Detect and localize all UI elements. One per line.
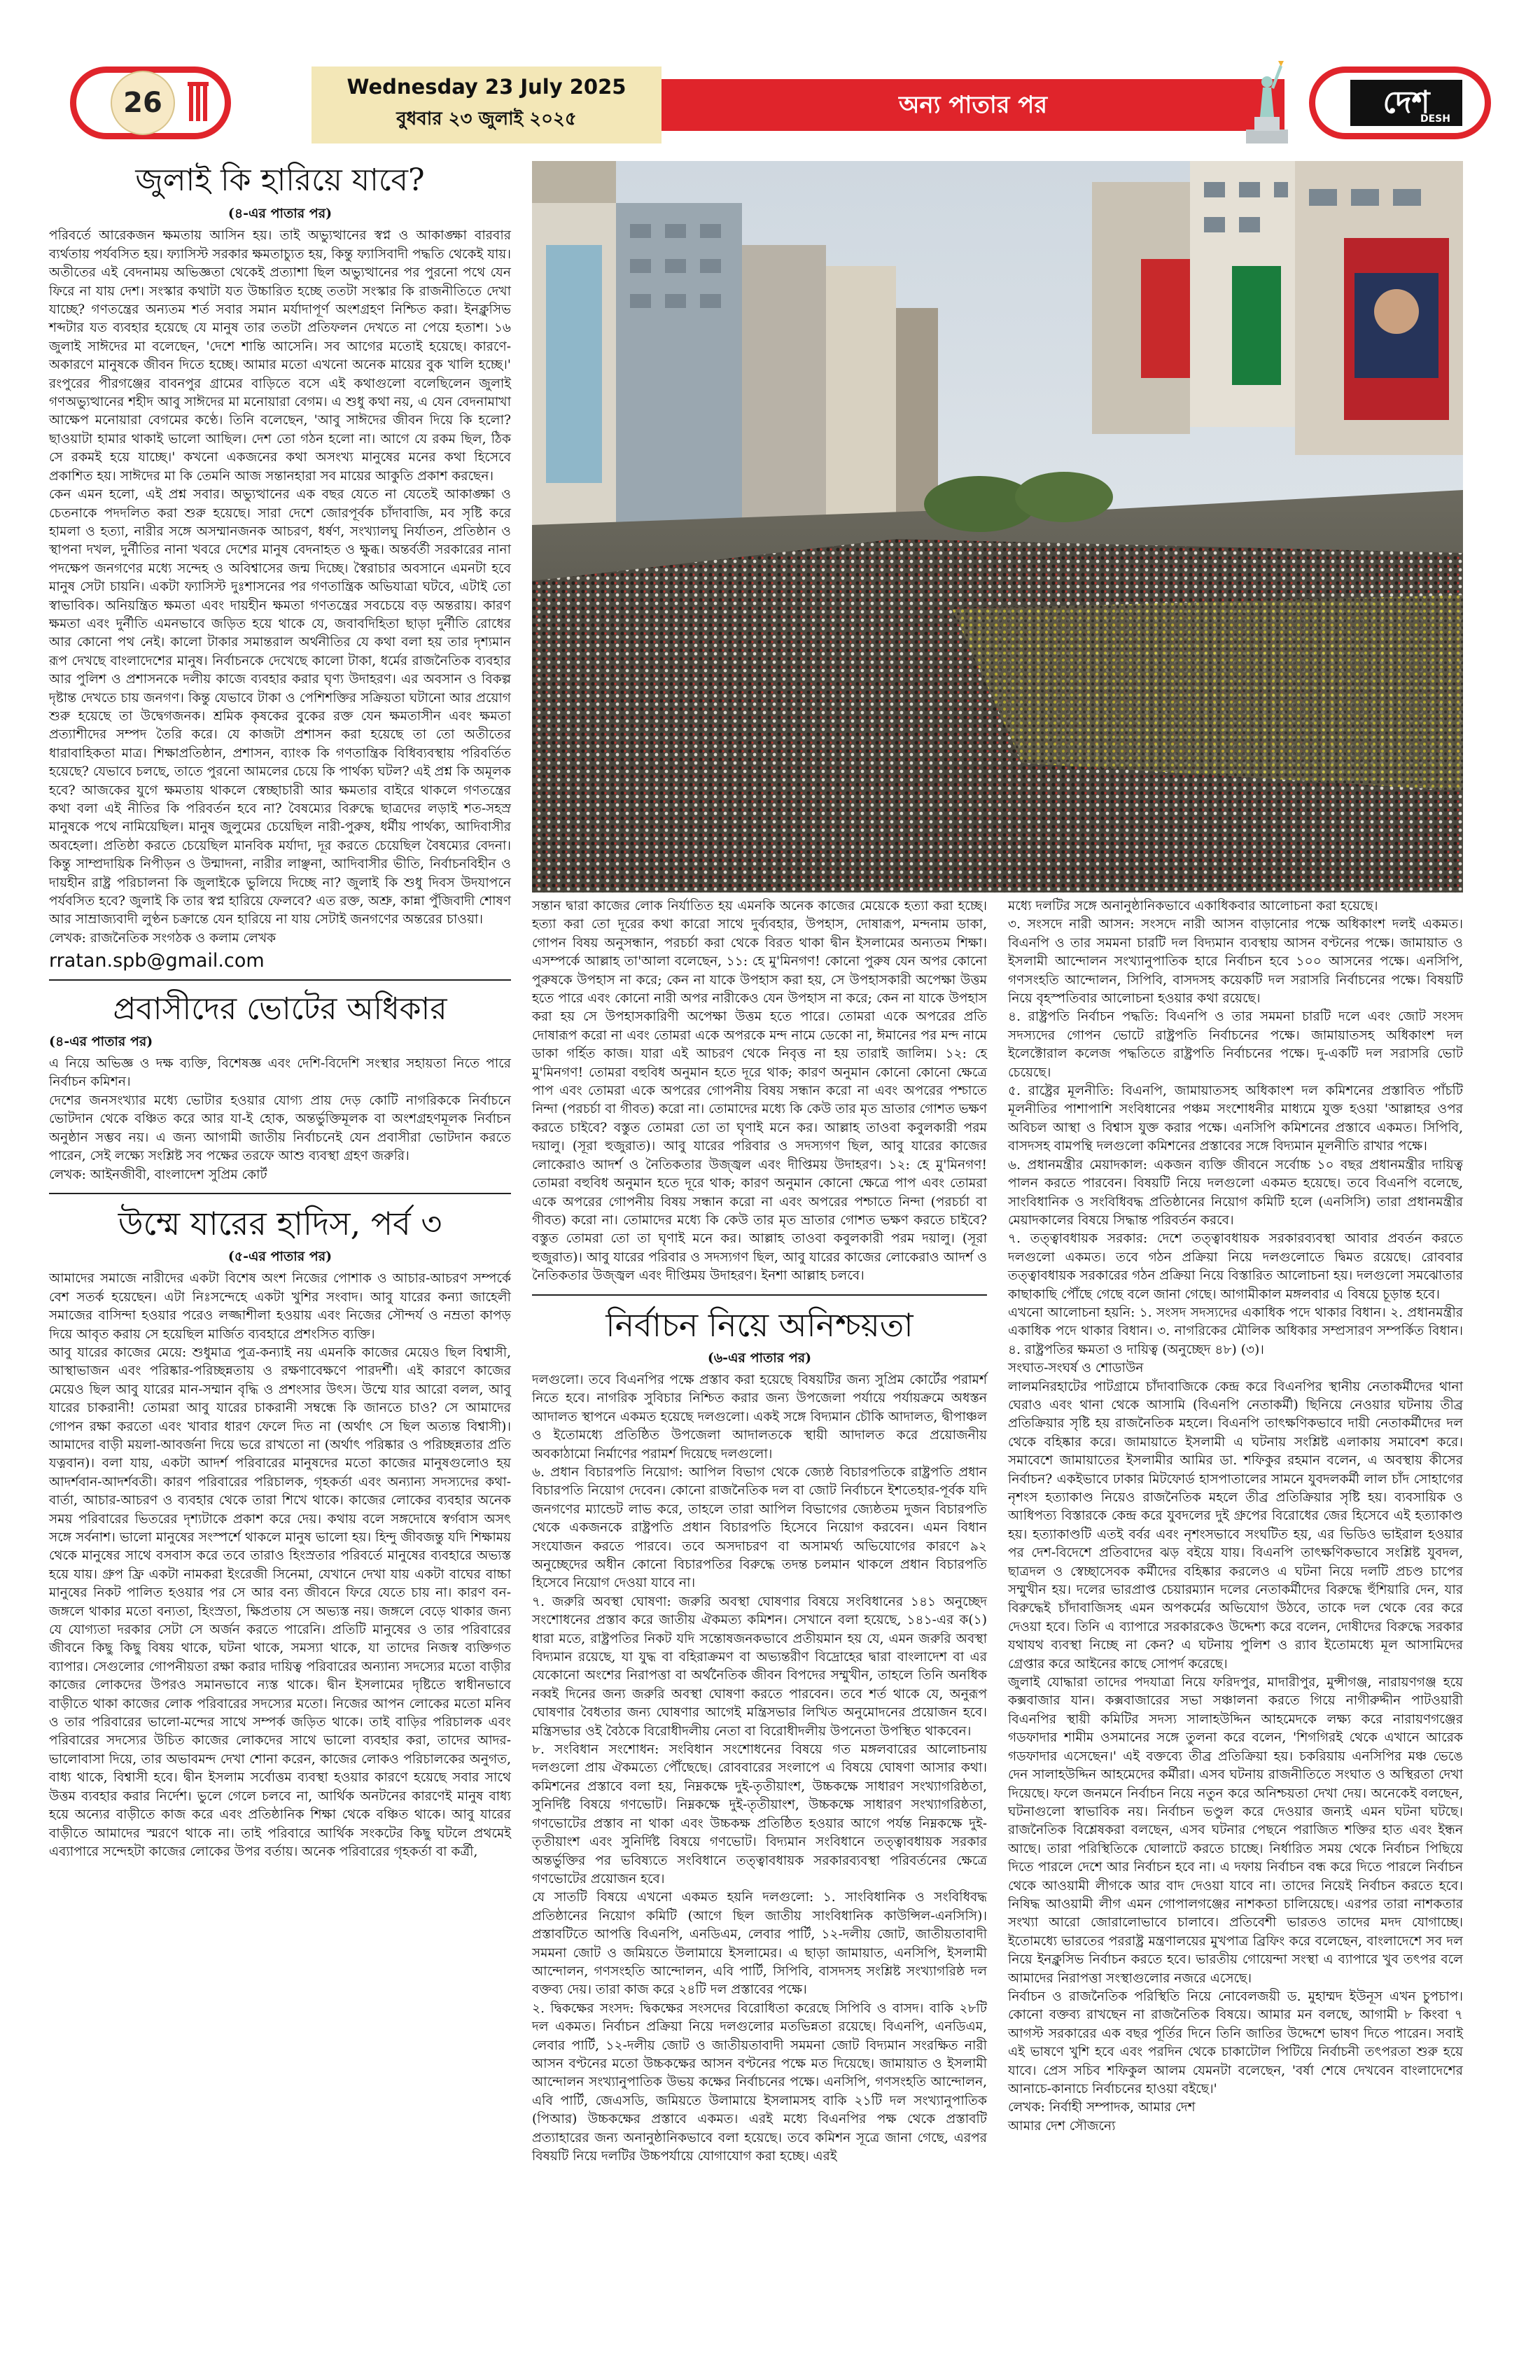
article-title-july: জুলাই কি হারিয়ে যাবে? — [135, 162, 425, 198]
divider — [49, 1193, 511, 1194]
desh-logo — [1309, 66, 1491, 139]
article-body-hadith-continued: সন্তান দ্বারা কাজের লোক নির্যাতিত হয় এমনকি অনেক কাজের মেয়েকে হত্যা করা হচ্ছে। হত্যা করা তো দূরের কথা কারো সাথে দুর্ব্যবহার, উপহাস, দোষারূপ, মন্দনাম ডাকা, গোপন বিষয় অনুসন্ধান, পরচর্চা করা থেকে বিরত থাকা দ্বীন ইসলামের অন্যতম শিক্ষা। এসম্পর্কে আল্লাহ তা'আলা বলেছেন, ১১: হে মু'মিনগণ! কোনো পুরুষ যেন অপর কোনো পুরুষকে উপহাস না করে; কেন না যাকে উপহাস করা হয়, সে উপহাসকারী অপেক্ষা উত্তম হতে পারে এবং কোনো নারী অপর নারীকেও যেন উপহাস না করে; কেন না যাকে উপহাস করা হয় সে উপহাসকারিণী অপেক্ষা উত্তম হতে পারে। তোমরা একে অপরের প্রতি দোষারূপ করো না এবং তোমরা একে অপরকে মন্দ নামে ডেকো না, ঈমানের পর মন্দ নামে ডাকা গর্হিত কাজ। যারা এই আচরণ থেকে নিবৃত্ত না হয় তারাই জালিম। ১২: হে মু'মিনগণ! তোমরা বহুবিধ অনুমান হতে দূরে থাক; কারণ অনুমান কোনো কোনো ক্ষেত্রে পাপ এবং তোমরা একে অপরের গোপনীয় বিষয় সন্ধান করো না এবং অপরের পশ্চাতে নিন্দা (পরচর্চা বা গীবত) করো না। তোমাদের মধ্যে কি কেউ তার মৃত ভ্রাতার গোশত ভক্ষণ করতে চাইবে? বস্তুত তোমরা তো তা ঘৃণাই মনে কর। আল্লাহ তাওবা কবুলকারী পরম দয়ালু। (সূরা হুজুরাত)। আবু যারের পরিবার ও সদস্যগণ ছিল, আবু যারের কাজের লোকেরাও আদর্শ ও নৈতিকতার উজ্জ্বল এবং দীপ্তিময় উদাহরণ। ১২: হে মু'মিনগণ! তোমরা বহুবিধ অনুমান হতে দূরে থাক; কারণ অনুমান কোনো ক্ষেত্রে পাপ এবং তোমরা একে অপরের গোপনীয় বিষয় সন্ধান করো না এবং অপরের পশ্চাতে নিন্দা (পরচর্চা বা গীবত) করো না। তোমাদের মধ্যে কি কেউ তার মৃত ভ্রাতার গোশত ভক্ষণ করতে চাইবে? বস্তুত তোমরা তো তা ঘৃণাই মনে কর। আল্লাহ তাওবা কবুলকারী পরম দয়ালু। (সূরা হুজুরাত)। আবু যারের পরিবার ও সদস্যগণ ছিল, আবু যারের কাজের লোকেরাও আদর্শ ও নৈতিকতার উজ্জ্বল এবং দীপ্তিময় উদাহরণ। ইনশা আল্লাহ চলবে। — [532, 899, 987, 1284]
date-bangla: বুধবার ২৩ জুলাই ২০২৫ — [396, 108, 577, 130]
article-title-election-uncertainty: নির্বাচন নিয়ে অনিশ্চয়তা — [606, 1306, 913, 1344]
newspaper-icon — [188, 82, 209, 124]
courtesy-line: আমার দেশ সৌজন্যে — [1008, 2118, 1116, 2134]
article-body-hadith: আমাদের সমাজে নারীদের একটা বিশেষ অংশ নিজের পোশাক ও আচার-আচরণ সম্পর্কে বেশ সতর্ক হয়েছেন। এটা নিঃসন্দেহে একটা খুশির সংবাদ। আবু যারের কন্যা জাহেলী সমাজের বাসিন্দা হওয়ার পরেও লজ্জাশীলা হওয়ায় এবং নিজের সৌন্দর্য ও নম্রতা কাপড় দিয়ে আবৃত করায় সে হয়েছিল মার্জিত ব্যবহারে প্রশংসিত ব্যক্তি। আবু যারের কাজের মেয়ে: শুধুমাত্র পুত্র-কন্যাই নয় এমনকি কাজের মেয়েও ছিল বিশ্বাসী, আস্থাভাজন এবং পরিষ্কার-পরিচ্ছন্নতায় ও রক্ষণাবেক্ষণে পারদর্শী। এই কারণে কাজের মেয়েও ছিল আবু যারের মান-সম্মান বৃদ্ধি ও প্রশংসার উৎস। উম্মে যার আরো বলল, আবু যারের চাকরানী! তোমরা আবু যারের চাকরানী সম্বন্ধে কি জানতে চাও? সে আমাদের গোপন রক্ষা করতো এবং খাবার ধারণ ফেলে দিত না (অর্থাৎ সে ছিল অত্যন্ত বিশ্বাসী)। আমাদের বাড়ী ময়লা-আবর্জনা দিয়ে ভরে রাখতো না (অর্থাৎ পরিষ্কার ও পরিচ্ছন্নতার প্রতি যত্নবান)। বলা যায়, একটা আদর্শ পরিবারের মানুষদের মতো কাজের মানুষগুলোও হয় আদর্শবান-আদর্শবতী। কারণ পরিবারের পরিচালক, গৃহকর্তা এবং অন্যান্য সদস্যদের কথা-বার্তা, আচার-আচরণ ও ব্যবহার থেকে তারা শিখে থাকে। কাজের লোকের ব্যবহার অনেক সময় পরিবারের ভিতরের দৃশ্যটাকে প্রকাশ করে দেয়। কথায় বলে সঙ্গদোষে স্বর্গবাস অসৎ সঙ্গে সর্বনাশ। ভালো মানুষের সংস্পর্শে থাকলে মানুষ ভালো হয়। হিন্দু জীবজন্তু যদি শিক্ষাময় থেকে মানুষের সাথে বসবাস করে তবে তারাও হিংস্রতার পরিবর্তে মানুষের ব্যবহারে অভ্যস্ত হয়ে যায়। গ্রুপ ফ্রি একটা নামকরা ইংরেজী সিনেমা, যেখানে দেখা যায় একটা বাঘের বাচ্চা মানুষের নিকট পালিত হওয়ার পর সে আর বন্য জীবনে ফিরে যেতে চায় না। কারণ বন-জঙ্গলে থাকার মতো বন্যতা, হিংস্রতা, ক্ষিপ্রতায় সে অভ্যস্ত নয়। জঙ্গলে বেড়ে থাকার জন্য যে যোগ্যতা দরকার সেটা সে অর্জন করতে পারেনি। প্রতিটি মানুষের ও তার পরিবারের জীবনে কিছু কিছু বিষয় থাকে, ঘটনা থাকে, সমস্যা থাকে, যা তাদের নিজস্ব ব্যক্তিগত ব্যাপার। সেগুলোর গোপনীয়তা রক্ষা করার দায়িত্ব পরিবারের অন্যান্য সদস্যের মতো বাড়ীর কাজের লোকদের উপরও সমানভাবে ন্যস্ত থাকে। দ্বীন ইসলামের দৃষ্টিতে স্বাধীনভাবে বাড়ীতে থাকা কাজের লোক পরিবারের সদস্যের মতো। নিজের আপন লোকের মতো মনিব ও তার পরিবারের ভালো-মন্দের সাথে সম্পর্ক জড়িত থাকে। তাই বাড়ির পরিচালক এবং পরিবারের সদস্যের উচিত কাজের লোকদের সাথে ভালো ব্যবহার করা, তাদের আদর-ভালোবাসা দিয়ে, তার অভাবমন্দ দেখা শোনা করেন, কাজের লোকও পরিচালকের অনুগত, বাধ্য থাকে, বিশ্বাসী হবে। দ্বীন ইসলাম সর্বোত্তম ব্যবস্থা হওয়ার কারণে হয়েছে সবার সাথে উত্তম ব্যবহার করার নির্দেশ। ভুলে গেলে চলবে না, আর্থিক অনটনের কারণেই মানুষ বাধ্য হয়ে অন্যের বাড়ীতে কাজ করে এবং প্রতিষ্ঠানিক শিক্ষা থেকে বঞ্চিত থাকে। আবু যারের বাড়ীতে আমাদের স্মরণে থাকে না। তাই পরিবারে আর্থিক সংকটের কিছু ঘটলে প্রথমেই এব্যাপারে সন্দেহটা কাজের লোকের উপর বর্তায়। অনেক পরিবারের গৃহকর্তা বা কর্ত্রী, — [49, 1271, 511, 1859]
middle-column — [532, 897, 987, 2166]
right-column — [1008, 897, 1463, 2136]
page-number: 26 — [111, 71, 175, 135]
continuation-note: (৫-এর পাতার পর) — [227, 1248, 332, 1264]
article-title-hadith: উম্মে যারের হাদিস, পর্ব ৩ — [118, 1204, 442, 1242]
continuation-note: (৬-এর পাতার পর) — [707, 1350, 812, 1366]
divider — [532, 1294, 987, 1296]
logo-subtext: DESH — [1420, 113, 1450, 125]
author-line: লেখক: আইনজীবী, বাংলাদেশ সুপ্রিম কোর্ট — [49, 1167, 267, 1182]
header-date-box — [312, 66, 662, 144]
left-column — [49, 160, 511, 1861]
article-body-expat-vote: এ নিয়ে অভিজ্ঞ ও দক্ষ ব্যক্তি, বিশেষজ্ঞ এবং দেশি-বিদেশি সংস্থার সহায়তা নিতে পারে নির্বাচন কমিশন। দেশের জনসংখ্যার মধ্যে ভোটার হওয়ার যোগ্য প্রায় দেড় কোটি নাগরিককে নির্বাচনে ভোটদান থেকে বঞ্চিত করে আর যা-ই হোক, অন্তর্ভুক্তিমূলক বা অংশগ্রহণমূলক নির্বাচন অনুষ্ঠান সম্ভব নয়। এ জন্য আগামী জাতীয় নির্বাচনেই যেন প্রবাসীরা ভোটদান করতে পারেন, সেই লক্ষ্যে সংশ্লিষ্ট সব পক্ষের তরফে আশু ব্যবস্থা গ্রহণ জরুরি। — [49, 1056, 511, 1164]
statue-of-liberty-icon — [1239, 59, 1295, 144]
continuation-note: (৪-এর পাতার পর) — [49, 1033, 153, 1049]
crowd-rally-photo — [532, 161, 1463, 892]
logo-text: দেশ — [1350, 80, 1462, 126]
page-number-badge — [70, 66, 231, 139]
article-title-expat-vote: প্রবাসীদের ভোটের অধিকার — [113, 990, 447, 1027]
date-english: Wednesday 23 July 2025 — [346, 75, 626, 99]
article-body-election-continued: মধ্যে দলটির সঙ্গে অনানুষ্ঠানিকভাবে একাধিকবার আলোচনা করা হয়েছে। ৩. সংসদে নারী আসন: সংসদে নারী আসন বাড়ানোর পক্ষে অধিকাংশ দলই একমত। বিএনপি ও তার সমমনা চারটি দল বিদ্যমান ব্যবস্থায় আসন বণ্টনের পক্ষে। জামায়াত ও ইসলামী আন্দোলন সংখ্যানুপাতিক হারে নির্বাচন হবে ১০০ আসনের পক্ষে। এনসিপি, গণসংহতি আন্দোলন, সিপিবি, বাসদসহ কয়েকটি দল সরাসরি নির্বাচনের পক্ষে। বিষয়টি নিয়ে বৃহস্পতিবার আলোচনা হওয়ার কথা রয়েছে। ৪. রাষ্ট্রপতি নির্বাচন পদ্ধতি: বিএনপি ও তার সমমনা চারটি দলে এবং জোট সংসদ সদস্যদের গোপন ভোটে রাষ্ট্রপতি নির্বাচনের পক্ষে। জামায়াতসহ অধিকাংশ দল ইলেক্টোরাল কলেজ পদ্ধতিতে রাষ্ট্রপতি নির্বাচনের পক্ষে। দু-একটি দল সরাসরি ভোট চেয়েছে। ৫. রাষ্ট্রের মূলনীতি: বিএনপি, জামায়াতসহ অধিকাংশ দল কমিশনের প্রস্তাবিত পাঁচটি মূলনীতির পাশাপাশি সংবিধানের পঞ্চম সংশোধনীর মাধ্যমে যুক্ত হওয়া 'আল্লাহর ওপর অবিচল আস্থা ও বিশ্বাস যুক্ত করার পক্ষে। এনসিপি কমিশনের প্রস্তাবে একমত। সিপিবি, বাসদসহ বামপন্থি দলগুলো কমিশনের প্রস্তাবের সঙ্গে বিদ্যমান মূলনীতি রাখার পক্ষে। ৬. প্রধানমন্ত্রীর মেয়াদকাল: একজন ব্যক্তি জীবনে সর্বোচ্চ ১০ বছর প্রধানমন্ত্রীর দায়িত্ব পালন করতে পারবেন। বিষয়টি নিয়ে দলগুলো একমত হয়েছে। তবে বিএনপি বলেছে, সাংবিধানিক ও সংবিধিবদ্ধ প্রতিষ্ঠানের নিয়োগ কমিটি হলে (এনসিসি) তারা প্রধানমন্ত্রীর মেয়াদকালের বিষয়ে সিদ্ধান্ত পরিবর্তন করবে। ৭. তত্ত্বাবধায়ক সরকার: দেশে তত্ত্বাবধায়ক সরকারব্যবস্থা আবার প্রবর্তন করতে দলগুলো একমত। তবে গঠন প্রক্রিয়া নিয়ে দলগুলোতে দ্বিমত রয়েছে। রোববার তত্ত্বাবধায়ক সরকারের গঠন প্রক্রিয়া নিয়ে বিস্তারিত আলোচনা হয়। দলগুলো সমঝোতার কাছাকাছি পৌঁছে গেছে বলে জানা গেছে। আগামীকাল মঙ্গলবার এ বিষয়ে চূড়ান্ত হবে। এখনো আলোচনা হয়নি: ১. সংসদ সদস্যদের একাধিক পদে থাকার বিধান। ২. প্রধানমন্ত্রীর একাধিক পদে থাকার বিধান। ৩. নাগরিকের মৌলিক অধিকার সম্প্রসারণ সম্পর্কিত বিধান। ৪. রাষ্ট্রপতির ক্ষমতা ও দায়িত্ব (অনুচ্ছেদ ৪৮) (৩)। সংঘাত-সংঘর্ষ ও শোডাউন লালমনিরহাটের পাটগ্রামে চাঁদাবাজিকে কেন্দ্র করে বিএনপির স্থানীয় নেতাকর্মীদের থানা ঘেরাও এবং থানা থেকে আসামি (বিএনপি নেতাকর্মী) ছিনিয়ে নেওয়ার ঘটনায় তীব্র প্রতিক্রিয়ার সৃষ্টি হয় রাজনৈতিক মহলে। বিএনপি তাৎক্ষণিকভাবে দায়ী নেতাকর্মীদের দল থেকে বহিষ্কার করে। জামায়াতে ইসলামী এ ঘটনায় সংশ্লিষ্ট এলাকায় সমাবেশ করে। সমাবেশে জামায়াতের ইসলামীর আমির ডা. শফিকুর রহমান বলেন, এ অবস্থায় কীসের নির্বাচন? একইভাবে ঢাকার মিটফোর্ড হাসপাতালের সামনে যুবদলকর্মী লাল চাঁদ সোহাগের নৃশংস হত্যাকাণ্ড নিয়েও রাজনৈতিক মহলে তীব্র প্রতিক্রিয়ার সৃষ্টি হয়। ব্যবসায়িক ও আধিপত্য বিস্তারকে কেন্দ্র করে যুবদলের দুই গ্রুপের বিরোধের জের হিসেবে এই হত্যাকাণ্ড হয়। হত্যাকাণ্ডটি এতই বর্বর এবং নৃশংসভাবে সংঘটিত হয়, এর ভিডিও ভাইরাল হওয়ার পর দেশ-বিদেশে প্রতিবাদের ঝড় বইয়ে যায়। বিএনপি তাৎক্ষণিকভাবে সংশ্লিষ্ট যুবদল, ছাত্রদল ও স্বেচ্ছাসেবক কর্মীদের বহিষ্কার করলেও এ ঘটনা নিয়ে দলটি প্রচণ্ড চাপের সম্মুখীন হয়। দলের ভারপ্রাপ্ত চেয়ারম্যান দলের নেতাকর্মীদের বিরুদ্ধে হুঁশিয়ারি দেন, যার বিরুদ্ধেই চাঁদাবাজিসহ এমন অপকর্মের অভিযোগ উঠবে, তাকে দল থেকে বের করে দেওয়া হবে। তিনি এ ব্যাপারে সরকারকেও উদ্দেশ্য করে বলেন, দোষীদের বিরুদ্ধে সরকার যথাযথ ব্যবস্থা নিচ্ছে না কেন? এ ঘটনায় পুলিশ ও র‍্যাব ইতোমধ্যে মূল আসামিদের গ্রেপ্তার করে আইনের কাছে সোপর্দ করেছে। জুলাই যোদ্ধারা তাদের পদযাত্রা নিয়ে ফরিদপুর, মাদারীপুর, মুন্সীগঞ্জ, নারায়ণগঞ্জ হয়ে কক্সবাজার যান। কক্সবাজারের সভা সঞ্চালনা করতে গিয়ে নাগীরুদ্দীন পাটওয়ারী বিএনপির স্থায়ী কমিটির সদস্য সালাহউদ্দিন আহমেদকে লক্ষ্য করে নারায়ণগঞ্জের গডফাদার শামীম ওসমানের সঙ্গে তুলনা করে বলেন, 'শিগগিরই থেকে এখানে আরেক গডফাদার এসেছেন।' এই বক্তব্যে তীব্র প্রতিক্রিয়া হয়। চকরিয়ায় এনসিপির মঞ্চ ভেঙে দেন সালাহউদ্দিন আহমেদের কর্মীরা। এসব ঘটনায় রাজনীতিতে সংঘাত ও অস্থিরতা দেখা দিয়েছে। ফলে জনমনে নির্বাচন নিয়ে নতুন করে অনিশ্চয়তা দেখা দেয়। অনেকেই বলছেন, ঘটনাগুলো স্বাভাবিক নয়। নির্বাচন ভণ্ডুল করে দেওয়ার জন্যই এমন ঘটনা ঘটছে। রাজনৈতিক বিশ্লেষকরা বলছেন, এসব ঘটনার পেছনে পরাজিত শক্তির হাত এবং ইন্ধন আছে। তারা পরিস্থিতিকে ঘোলাটে করতে চাচ্ছে। নির্ধারিত সময় থেকে নির্বাচন পিছিয়ে দিতে পারলে দেশে আর নির্বাচন হবে না। এ দফায় নির্বাচন বন্ধ করে দিতে পারলে নির্বাচন থেকে আওয়ামী লীগকে আর বাদ দেওয়া যাবে না। তাদের নিয়েই নির্বাচন করতে হবে। নিষিদ্ধ আওয়ামী লীগ এমন গোপালগঞ্জের নাশকতা চালিয়েছে। এরপর তারা নাশকতার সংখ্যা আরো জোরালোভাবে চালাবে। প্রতিবেশী ভারতও তাদের মদদ যোগাচ্ছে। ইতোমধ্যে ভারতের পররাষ্ট্র মন্ত্রণালয়ের মুখপাত্র ব্রিফিং করে বলেছেন, বাংলাদেশে সব দল নিয়ে ইনক্লুসিভ নির্বাচন করতে হবে। ভারতীয় গোয়েন্দা সংস্থা এ ব্যাপারে খুব তৎপর বলে আমাদের নিরাপত্তা সংস্থাগুলোর নজরে এসেছে। নির্বাচন ও রাজনৈতিক পরিস্থিতি নিয়ে নোবেলজয়ী ড. মুহাম্মদ ইউনূস এখন চুপচাপ। কোনো বক্তব্য রাখছেন না রাজনৈতিক বিষয়ে। আমার মন বলছে, আগামী ৮ কিংবা ৭ আগস্ট সরকারের এক বছর পূর্তির দিনে তিনি জাতির উদ্দেশে ভাষণ দিতে পারেন। সবাই এই ভাষণে খুশি হবে এবং পরদিন থেকে চাকাটোল পিটিয়ে নির্বাচনী তৎপরতা শুরু হয়ে যাবে। প্রেস সচিব শফিকুল আলম যেমনটা বলেছেন, 'বর্ষা শেষে দেখবেন বাংলাদেশের আনাচে-কানাচে নির্বাচনের হাওয়া বইছে।' — [1008, 899, 1464, 2096]
article-body-july: পরিবর্তে আরেকজন ক্ষমতায় আসিন হয়। তাই অভ্যুত্থানের স্বপ্ন ও আকাঙ্ক্ষা বারবার ব্যর্থতায় পর্যবসিত হয়। ফ্যাসিস্ট সরকার ক্ষমতাচ্যুত হয়, কিন্তু ফ্যাসিবাদী পদ্ধতি থেকেই যায়। অতীতের এই বেদনাময় অভিজ্ঞতা থেকেই প্রত্যাশা ছিল অভ্যুত্থানের পর পুরনো পথে যেন ফিরে না যায় দেশ। সংস্কার কথাটা যত উচ্চারিত হচ্ছে ততটা সংস্কার কি রাজনীতিতে দেখা যাচ্ছে? গণতন্ত্রের অন্যতম শর্ত সবার সমান মর্যাদাপূর্ণ অংশগ্রহণ নিশ্চিত করা। ইনক্লুসিভ শব্দটার যত ব্যবহার হয়েছে যে মানুষ তার ততটা প্রতিফলন দেখতে না পেয়ে হতাশ। ১৬ জুলাই সাঈদের মা বলেছেন, 'দেশে শান্তি আসেনি। সব আগের মতোই হয়েছে। কারণে-অকারণে মানুষকে জীবন দিতে হচ্ছে। আমার মতো এখনো অনেক মায়ের বুক খালি হচ্ছে।' রংপুরের পীরগঞ্জের বাবনপুর গ্রামের বাড়িতে বসে এই কথাগুলো বলেছিলেন জুলাই গণঅভ্যুত্থানের শহীদ আবু সাঈদের মা মনোয়ারা বেগম। এ শুধু কথা নয়, এ যেন বেদনামাখা আক্ষেপ মনোয়ারা বেগমের কণ্ঠে। তিনি বলেছেন, 'আবু সাঈদের জীবন দিয়ে কি হলো? ছাওয়াটা হামার থাকাই ভালো আছিল। দেশ তো গঠন হলো না। আগে যে রকম ছিল, ঠিক সে রকমই হয়ে যাচ্ছে।' কখনো একজনের কথা অসংখ্য মানুষের মনের কথা হিসেবে প্রকাশিত হয়। সাঈদের মা কি তেমনি আজ সন্তানহারা সব মায়ের আকুতি প্রকাশ করছেন। কেন এমন হলো, এই প্রশ্ন সবার। অভ্যুত্থানের এক বছর যেতে না যেতেই আকাঙ্ক্ষা ও চেতনাকে পদদলিত করা শুরু হয়েছে। সারা দেশে জোরপূর্বক চাঁদাবাজি, মব সৃষ্টি করে হামলা ও হত্যা, নারীর সঙ্গে অসম্মানজনক আচরণ, ধর্ষণ, সংখ্যালঘু নির্যাতন, প্রতিষ্ঠান ও স্থাপনা দখল, দুর্নীতির নানা খবরে দেশের মানুষ বেদনাহত ও ক্ষুব্ধ। অন্তর্বর্তী সরকারের নানা পদক্ষেপ জনগণের মধ্যে সন্দেহ ও অবিশ্বাসের জন্ম দিচ্ছে। স্বৈরাচার অবসানে এমনটা হবে মানুষ সেটা চায়নি। একটা ফ্যাসিস্ট দুঃশাসনের পর গণতান্ত্রিক অভিযাত্রা ঘটবে, এটাই তো স্বাভাবিক। অনিয়ন্ত্রিত ক্ষমতা এবং দায়হীন ক্ষমতা গণতন্ত্রের সবচেয়ে বড় অন্তরায়। কারণ ক্ষমতা এবং দুর্নীতি এমনভাবে জড়িত হয়ে থাকে যে, জবাবদিহিতা ছাড়া দুর্নীতি রোধের আর কোনো পথ নেই। কালো টাকার সমান্তরাল অর্থনীতির যে কথা বলা হয় তার দৃশ্যমান রূপ দেখছে বাংলাদেশের মানুষ। নির্বাচনকে দেখেছে কালো টাকা, ধর্মের রাজনৈতিক ব্যবহার আর পুলিশ ও প্রশাসনকে দলীয় কাজে ব্যবহার করার ঘৃণ্য উদাহরণ। এর অবসান ও বিকল্প দৃষ্টান্ত দেখতে চায় জনগণ। কিন্তু যেভাবে টাকা ও পেশিশক্তির সক্রিয়তা ঘটানো আর প্রয়োগ শুরু হয়েছে তা উদ্বেগজনক। শ্রমিক কৃষকের বুকের রক্ত যেন ক্ষমতাসীন এবং ক্ষমতা প্রত্যাশীদের সম্পদ তৈরি করে। যে কাজটা প্রশাসন করা হয়েছে তা তো অতীতের ধারাবাহিকতা মাত্র। শিক্ষাপ্রতিষ্ঠান, প্রশাসন, ব্যাংক কি গণতান্ত্রিক বিধিব্যবস্থায় পরিবর্তিত হয়েছে? যেভাবে চলছে, তাতে পুরনো আমলের চেয়ে কি পার্থক্য ঘটল? এই প্রশ্ন কি অমূলক হবে? আজকের যুগে ক্ষমতায় থাকলে স্বেচ্ছাচারী আর ক্ষমতার বাইরে থাকলে গণতন্ত্রের কথা বলা এই নীতির কি পরিবর্তন হবে না? বৈষম্যের বিরুদ্ধে ছাত্রদের লড়াই শত-সহস্র মানুষকে পথে নামিয়েছিল। মানুষ জুলুমের চেয়েছিল নারী-পুরুষ, ধর্মীয় পার্থক্য, আদিবাসীর অবহেলা। প্রতিষ্ঠা করতে চেয়েছিল মানবিক মর্যাদা, দূর করতে চেয়েছিল বৈষম্যের বেদনা। কিন্তু সাম্প্রদায়িক নিপীড়ন ও উন্মাদনা, নারীর লাঞ্ছনা, আদিবাসীর ভীতি, নির্বাচনবিহীন ও দায়হীন রাষ্ট্র পরিচালনা কি জুলাইকে ভুলিয়ে দিচ্ছে না? জুলাই কি শুধু দিবস উদযাপনে পর্যবসিত হবে? জুলাই কি তার স্বপ্ন হারিয়ে ফেলবে? এত রক্ত, অশ্রু, কান্না পুঁজিবাদী শোষণ আর সাম্রাজ্যবাদী লুণ্ঠন চক্রান্তে যেন হারিয়ে না যায় সেটাই জনগণের অন্তরের চাওয়া। — [49, 228, 511, 927]
article-body-election: দলগুলো। তবে বিএনপির পক্ষে প্রস্তাব করা হয়েছে বিষয়টির জন্য সুপ্রিম কোর্টের পরামর্শ নিতে হবে। নাগরিক সুবিচার নিশ্চিত করার জন্য উপজেলা পর্যায়ে পর্যায়ক্রমে অধস্তন আদালত স্থাপনে একমত হয়েছে দলগুলো। একই সঙ্গে বিদ্যমান চৌকি আদালত, দ্বীপাঞ্চল ও ইতোমধ্যে প্রতিষ্ঠিত উপজেলা আদালতকে স্থায়ী আদালত করে প্রয়োজনীয় অবকাঠামো নির্মাণের পরামর্শ দিয়েছে দলগুলো। ৬. প্রধান বিচারপতি নিয়োগ: আপিল বিভাগ থেকে জ্যেষ্ঠ বিচারপতিকে রাষ্ট্রপতি প্রধান বিচারপতি নিয়োগ দেবেন। কোনো রাজনৈতিক দল বা জোট নির্বাচনে ইশতেহার-পূর্বক যদি জনগণের ম্যান্ডেট লাভ করে, তাহলে তারা আপিল বিভাগের জ্যেষ্ঠতম দুজন বিচারপতি থেকে একজনকে রাষ্ট্রপতি প্রধান বিচারপতি হিসেবে নিয়োগ করবেন। এমন বিধান সংযোজন করতে পারবে। তবে অসদাচরণ বা অসামর্থ্য অভিযোগের কারণে ৯২ অনুচ্ছেদের অধীন কোনো বিচারপতির বিরুদ্ধে তদন্ত চলমান থাকলে প্রধান বিচারপতি হিসেবে নিয়োগ দেওয়া যাবে না। ৭. জরুরি অবস্থা ঘোষণা: জরুরি অবস্থা ঘোষণার বিষয়ে সংবিধানের ১৪১ অনুচ্ছেদ সংশোধনের প্রস্তাব করে জাতীয় ঐকমত্য কমিশন। সেখানে বলা হয়েছে, ১৪১-এর ক(১) ধারা মতে, রাষ্ট্রপতির নিকট যদি সন্তোষজনকভাবে প্রতীয়মান হয় যে, এমন জরুরি অবস্থা বিদ্যমান রয়েছে, যা যুদ্ধ বা বহিরাক্রমণ বা অভ্যন্তরীণ বিদ্রোহের দ্বারা বাংলাদেশ বা এর যেকোনো অংশের নিরাপত্তা বা অর্থনৈতিক জীবন বিপদের সম্মুখীন, তাহলে তিনি অনধিক নব্বই দিনের জন্য জরুরি অবস্থা ঘোষণা করতে পারবেন। তবে শর্ত থাকে যে, অনুরূপ ঘোষণার বৈধতার জন্য ঘোষণার আগেই মন্ত্রিসভার লিখিত অনুমোদনের প্রয়োজন হবে। মন্ত্রিসভার ওই বৈঠকে বিরোধীদলীয় নেতা বা বিরোধীদলীয় উপনেতা উপস্থিত থাকবেন। ৮. সংবিধান সংশোধন: সংবিধান সংশোধনের বিষয়ে গত মঙ্গলবারের আলোচনায় দলগুলো প্রায় ঐকমত্যে পৌঁছেছে। রোববারের সংলাপে এ বিষয়ে ঘোষণা আসার কথা। কমিশনের প্রস্তাবে বলা হয়, নিম্নকক্ষে দুই-তৃতীয়াংশ, উচ্চকক্ষে সাধারণ সংখ্যাগরিষ্ঠতা, সুনির্দিষ্ট বিষয়ে গণভোট। নিম্নকক্ষে দুই-তৃতীয়াংশ, উচ্চকক্ষে সাধারণ সংখ্যাগরিষ্ঠতা, গণভোটের প্রস্তাব না থাকা এবং উচ্চকক্ষ প্রতিষ্ঠিত হওয়ার আগে পর্যন্ত নিম্নকক্ষে দুই-তৃতীয়াংশ এবং সুনির্দিষ্ট বিষয়ে গণভোট। বিদ্যমান সংবিধানে তত্ত্বাবধায়ক সরকার অন্তর্ভুক্তির পর ভবিষ্যতে সংবিধানে তত্ত্বাবধায়ক সরকারব্যবস্থা পরিবর্তনের ক্ষেত্রে গণভোটের প্রয়োজন হবে। যে সাতটি বিষয়ে এখনো একমত হয়নি দলগুলো: ১. সাংবিধানিক ও সংবিধিবদ্ধ প্রতিষ্ঠানের নিয়োগ কমিটি (আগে ছিল জাতীয় সাংবিধানিক কাউন্সিল-এনসিসি)। প্রস্তাবটিতে আপত্তি বিএনপি, এনডিএম, লেবার পার্টি, ১২-দলীয় জোট, জাতীয়তাবাদী সমমনা জোট ও জমিয়তে উলামায়ে ইসলামের। এ ছাড়া জামায়াত, এনসিপি, ইসলামী আন্দোলন, গণসংহতি আন্দোলন, এবি পার্টি, সিপিবি, বাসদসহ সংশ্লিষ্ট সংখ্যাগরিষ্ঠ দল বক্তব্য দেয়। তারা কাজ করে ২৪টি দল প্রস্তাবের পক্ষে। ২. দ্বিকক্ষের সংসদ: দ্বিকক্ষের সংসদের বিরোধিতা করেছে সিপিবি ও বাসদ। বাকি ২৮টি দল একমত। নির্বাচন প্রক্রিয়া নিয়ে দলগুলোর মতভিন্নতা রয়েছে। বিএনপি, এনডিএম, লেবার পার্টি, ১২-দলীয় জোট ও জাতীয়তাবাদী সমমনা জোট বিদ্যমান সংরক্ষিত নারী আসন বণ্টনের মতো উচ্চকক্ষের আসন বণ্টনের পক্ষে মত দিয়েছে। জামায়াত ও ইসলামী আন্দোলন সংখ্যানুপাতিক উভয় কক্ষের নির্বাচনের পক্ষে। এনসিপি, গণসংহতি আন্দোলন, এবি পার্টি, জেএসডি, জমিয়তে উলামায়ে ইসলামসহ বাকি ২১টি দল সংখ্যানুপাতিক (পিআর) উচ্চকক্ষের প্রস্তাবে একমত। এরই মধ্যে বিএনপির পক্ষ থেকে প্রস্তাবটি প্রত্যাহারের জন্য অনানুষ্ঠানিকভাবে বলা হয়েছে। তবে কমিশন সূত্রে জানা গেছে, এরপর বিষয়টি নিয়ে দলটির উচ্চপর্যায়ে যোগাযোগ করা হচ্ছে। এরই — [532, 1372, 987, 2164]
divider — [49, 979, 511, 981]
author-line: লেখক: রাজনৈতিক সংগঠক ও কলাম লেখক — [49, 930, 276, 946]
section-title: অন্য পাতার পর — [662, 79, 1284, 131]
page-header — [49, 66, 1491, 144]
author-line: লেখক: নির্বাহী সম্পাদক, আমার দেশ — [1008, 2100, 1196, 2115]
continuation-note: (৪-এর পাতার পর) — [227, 206, 332, 221]
author-email[interactable]: rratan.spb@gmail.com — [49, 950, 265, 972]
